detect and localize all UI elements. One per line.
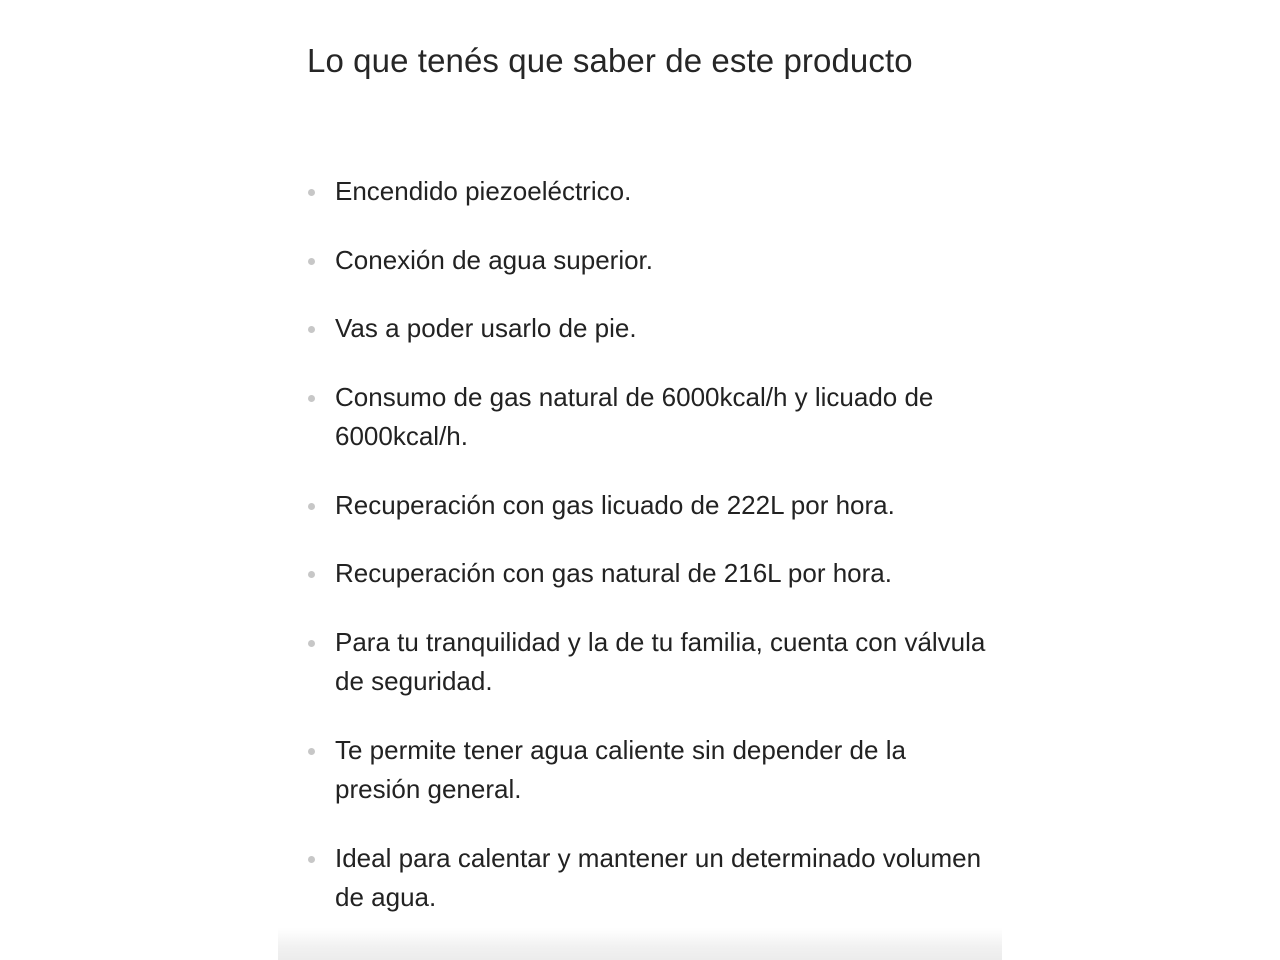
feature-text: Consumo de gas natural de 6000kcal/h y licuado de 6000kcal/h. <box>335 381 934 451</box>
bullet-dot-icon <box>308 189 315 196</box>
bullet-dot-icon <box>308 503 315 510</box>
list-item <box>307 554 987 594</box>
feature-text: Vas a poder usarlo de pie. <box>335 313 637 343</box>
list-item <box>307 839 987 918</box>
panel-bottom-shadow <box>278 928 1002 960</box>
bullet-dot-icon <box>308 571 315 578</box>
bullet-dot-icon <box>308 326 315 333</box>
list-item <box>307 486 987 526</box>
section-title: Lo que tenés que saber de este producto <box>307 42 913 79</box>
bullet-dot-icon <box>308 258 315 265</box>
feature-text: Ideal para calentar y mantener un determinado volumen de agua. <box>335 842 982 912</box>
list-item <box>307 309 987 349</box>
feature-text: Te permite tener agua caliente sin depender de la presión general. <box>335 734 906 804</box>
list-item <box>307 623 987 702</box>
list-item <box>307 731 987 810</box>
feature-text: Recuperación con gas natural de 216L por hora. <box>335 558 892 588</box>
feature-list <box>307 172 987 947</box>
feature-text: Encendido piezoeléctrico. <box>335 176 632 206</box>
feature-text: Conexión de agua superior. <box>335 244 654 275</box>
bullet-dot-icon <box>308 640 315 647</box>
bullet-dot-icon <box>308 748 315 755</box>
list-item <box>307 241 987 281</box>
list-item <box>307 378 987 457</box>
list-item <box>307 172 987 212</box>
feature-text: Recuperación con gas licuado de 222L por hora. <box>335 489 895 520</box>
bullet-dot-icon <box>308 395 315 402</box>
feature-text: Para tu tranquilidad y la de tu familia, cuenta con válvula de seguridad. <box>335 626 986 696</box>
bullet-dot-icon <box>308 856 315 863</box>
